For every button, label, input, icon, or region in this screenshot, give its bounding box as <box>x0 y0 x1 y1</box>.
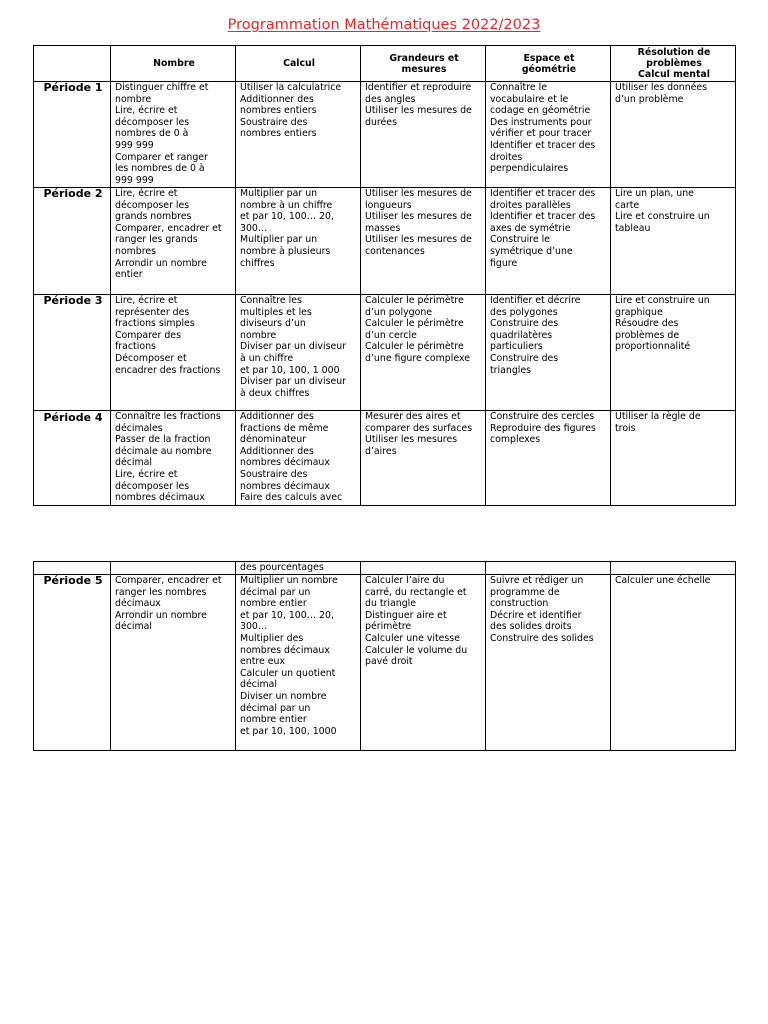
cell-calcul: Multiplier par un nombre à un chiffre et par 10, 100… 20, 300… Multiplier par un nombre à plusieurs chiffres <box>236 188 361 295</box>
header-grandeurs-mesures: Grandeurs et mesures <box>361 46 486 82</box>
cell-grandeurs: Utiliser les mesures de longueurs Utiliser les mesures de masses Utiliser les mesures de contenances <box>361 188 486 295</box>
header-calcul: Calcul <box>236 46 361 82</box>
cell-empty <box>111 562 236 575</box>
cell-problemes: Lire un plan, une carte Lire et construire un tableau <box>611 188 736 295</box>
cell-nombre: Comparer, encadrer et ranger les nombres décimaux Arrondir un nombre décimal <box>111 575 236 751</box>
cell-grandeurs: Mesurer des aires et comparer des surfaces Utiliser les mesures d’aires <box>361 411 486 506</box>
cell-grandeurs: Identifier et reproduire des angles Utiliser les mesures de durées <box>361 82 486 188</box>
programmation-table <box>33 45 736 506</box>
continuation-row <box>34 562 736 575</box>
cell-empty <box>486 562 611 575</box>
cell-geometrie: Identifier et tracer des droites parallèles Identifier et tracer des axes de symétrie Construire le symétrique d’une figure <box>486 188 611 295</box>
cell-calcul-continued: des pourcentages <box>236 562 361 575</box>
header-row <box>34 46 736 82</box>
cell-problemes: Lire et construire un graphique Résoudre des problèmes de proportionnalité <box>611 295 736 411</box>
page-title: Programmation Mathématiques 2022/2023 <box>227 17 541 33</box>
period-label: Période 2 <box>34 188 111 295</box>
header-nombre: Nombre <box>111 46 236 82</box>
header-espace-geometrie: Espace et géométrie <box>486 46 611 82</box>
cell-nombre: Lire, écrire et représenter des fractions simples Comparer des fractions Décomposer et encadrer des fractions <box>111 295 236 411</box>
period-label: Période 1 <box>34 82 111 188</box>
cell-grandeurs: Calculer le périmètre d’un polygone Calculer le périmètre d’un cercle Calculer le périmètre d’une figure complexe <box>361 295 486 411</box>
period-label: Période 4 <box>34 411 111 506</box>
period-label: Période 3 <box>34 295 111 411</box>
cell-calcul: Connaître les multiples et les diviseurs d’un nombre Diviser par un diviseur à un chiffre et par 10, 100, 1 000 Diviser par un diviseur à deux chiffres <box>236 295 361 411</box>
cell-empty <box>34 562 111 575</box>
cell-calcul: Additionner des fractions de même dénominateur Additionner des nombres décimaux Soustraire des nombres décimaux Faire des calculs avec <box>236 411 361 506</box>
period-row-3 <box>34 295 736 411</box>
period-label: Période 5 <box>34 575 111 751</box>
cell-calcul: Multiplier un nombre décimal par un nombre entier et par 10, 100… 20, 300… Multiplier des nombres décimaux entre eux Calculer un quotient décimal Diviser un nombre décimal par un nombre entier et par 10, 100, 1000 <box>236 575 361 751</box>
cell-problemes: Utiliser la règle de trois <box>611 411 736 506</box>
cell-calcul: Utiliser la calculatrice Additionner des nombres entiers Soustraire des nombres entiers <box>236 82 361 188</box>
cell-grandeurs: Calculer l’aire du carré, du rectangle et du triangle Distinguer aire et périmètre Calculer une vitesse Calculer le volume du pavé droit <box>361 575 486 751</box>
cell-problemes: Utiliser les données d’un problème <box>611 82 736 188</box>
cell-nombre: Lire, écrire et décomposer les grands nombres Comparer, encadrer et ranger les grands nombres Arrondir un nombre entier <box>111 188 236 295</box>
period-row-1 <box>34 82 736 188</box>
cell-empty <box>611 562 736 575</box>
header-resolution-problemes: Résolution de problèmes Calcul mental <box>611 46 736 82</box>
cell-problemes: Calculer une échelle <box>611 575 736 751</box>
header-empty <box>34 46 111 82</box>
period-row-4 <box>34 411 736 506</box>
period-row-2 <box>34 188 736 295</box>
cell-geometrie: Suivre et rédiger un programme de construction Décrire et identifier des solides droits Construire des solides <box>486 575 611 751</box>
cell-geometrie: Construire des cercles Reproduire des figures complexes <box>486 411 611 506</box>
cell-geometrie: Connaître le vocabulaire et le codage en géométrie Des instruments pour vérifier et pour tracer Identifier et tracer des droites perpendiculaires <box>486 82 611 188</box>
cell-nombre: Connaître les fractions décimales Passer de la fraction décimale au nombre décimal Lire, écrire et décomposer les nombres décimaux <box>111 411 236 506</box>
cell-nombre: Distinguer chiffre et nombre Lire, écrire et décomposer les nombres de 0 à 999 999 Comparer et ranger les nombres de 0 à 999 999 <box>111 82 236 188</box>
cell-empty <box>361 562 486 575</box>
cell-geometrie: Identifier et décrire des polygones Construire des quadrilatères particuliers Construire des triangles <box>486 295 611 411</box>
programmation-table-continued <box>33 561 736 751</box>
period-row-5 <box>34 575 736 751</box>
